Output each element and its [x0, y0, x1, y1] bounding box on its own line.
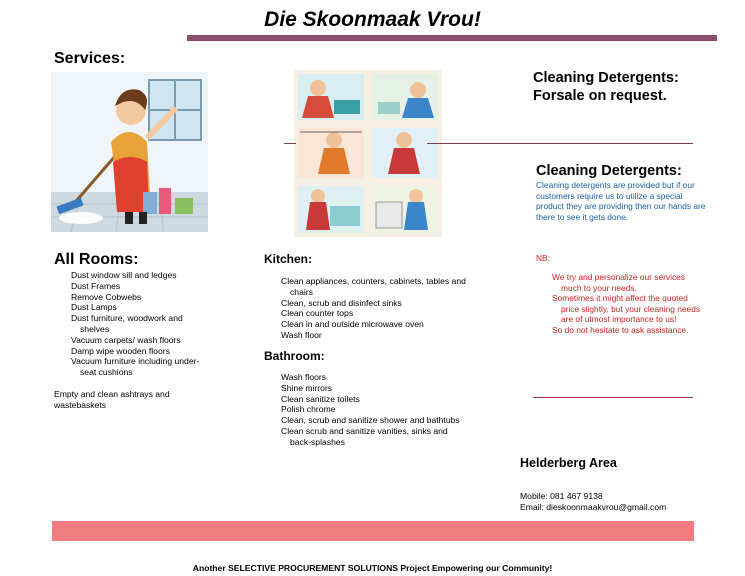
divider-line-left: [284, 143, 296, 144]
list-item: Vacuum furniture including under-seat cushions: [71, 356, 200, 378]
mobile-number: Mobile: 081 467 9138: [520, 491, 603, 501]
list-item: Wash floor: [281, 329, 322, 340]
list-item: Damp wipe wooden floors: [71, 345, 170, 356]
nb-line: So do not hesitate to ask assistance.: [552, 324, 689, 335]
list-item: Dust Lamps: [71, 302, 117, 313]
detergents-heading: Cleaning Detergents:: [536, 163, 682, 179]
all-rooms-extra: Empty and clean ashtrays and wastebaskets: [54, 389, 170, 410]
divider-line-red: [533, 397, 693, 398]
list-item: Clean scrub and sanitize vanities, sinks and back-splashes: [281, 425, 448, 447]
list-item: Vacuum carpets/ wash floors: [71, 334, 181, 345]
detergents-forsale-line2: Forsale on request.: [533, 88, 667, 104]
vintage-cleaning-collage: [294, 70, 442, 237]
footer-text: Another SELECTIVE PROCUREMENT SOLUTIONS Project Empowering our Community!: [192, 563, 553, 573]
bathroom-list: [264, 372, 470, 448]
divider-line-right: [427, 143, 693, 144]
services-heading: Services:: [54, 50, 126, 67]
detergents-forsale: [533, 69, 679, 105]
all-rooms-heading: All Rooms:: [54, 251, 139, 268]
nb-notes: [552, 272, 702, 336]
list-item: Clean counter tops: [281, 308, 354, 319]
list-item: Wash floors: [281, 372, 327, 382]
contact-details: [520, 491, 666, 513]
list-item: Clean sanitize toilets: [281, 393, 360, 404]
list-item: Remove Cobwebs: [71, 291, 142, 302]
list-item: Dust furniture, woodwork and shelves: [71, 313, 183, 334]
all-rooms-list: [54, 270, 214, 378]
detergents-body: Cleaning detergents are provided but if our customers require us to utilize a special product they are providing then our hands are there to see it gets done.: [536, 180, 706, 222]
detergents-forsale-line1: Cleaning Detergents:: [533, 70, 679, 86]
cleaning-lady-illustration: [51, 72, 208, 232]
list-item: Clean in and outside microwave oven: [281, 319, 424, 330]
nb-line: We try and personalize our services much to your needs.: [552, 272, 685, 293]
pink-footer-bar: [52, 521, 694, 541]
nb-line: Sometimes it might affect the quoted price slightly, but your cleaning needs are of utmost importance to us!: [552, 293, 701, 325]
list-item: Dust window sill and ledges: [71, 270, 177, 280]
list-item: Clean, scrub and sanitize shower and bathtubs: [281, 415, 460, 426]
top-accent-bar: [187, 35, 717, 41]
list-item: Dust Frames: [71, 280, 121, 291]
list-item: Clean, scrub and disinfect sinks: [281, 297, 402, 308]
service-area: Helderberg Area: [520, 456, 617, 470]
email-address: Email: dieskoonmaakvrou@gmail.com: [520, 501, 667, 512]
list-item: Shine mirrors: [281, 382, 333, 393]
list-item: Clean appliances, counters, cabinets, tables and chairs: [281, 276, 466, 297]
bathroom-heading: Bathroom:: [264, 349, 325, 363]
page-title: Die Skoonmaak Vrou!: [264, 8, 481, 31]
kitchen-list: [264, 276, 470, 341]
kitchen-heading: Kitchen:: [264, 252, 312, 266]
nb-label: NB:: [536, 253, 550, 263]
list-item: Polish chrome: [281, 404, 336, 415]
